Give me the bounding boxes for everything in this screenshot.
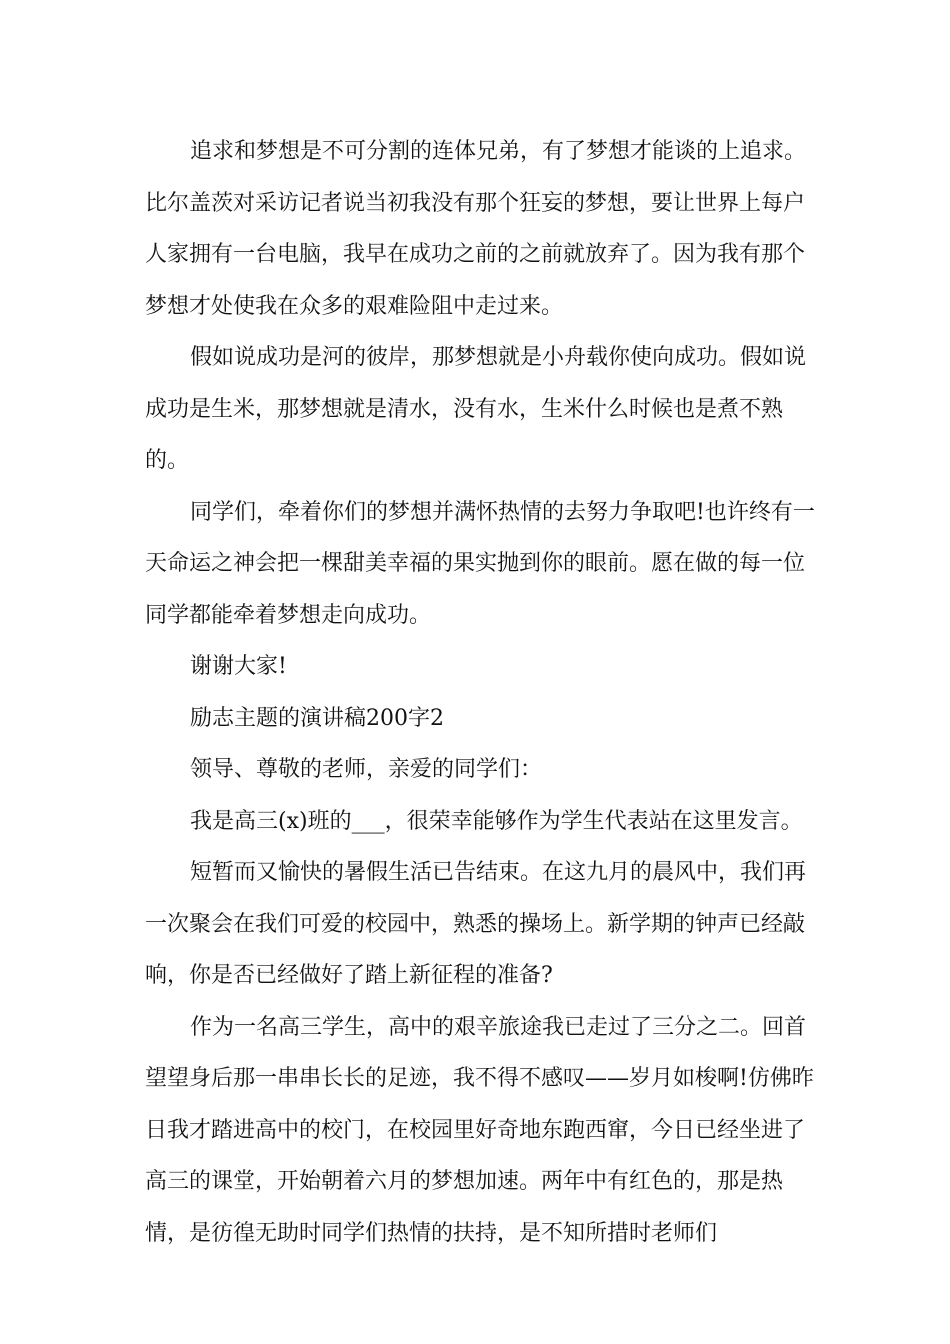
paragraph-salutation: 领导、尊敬的老师，亲爱的同学们： bbox=[190, 757, 543, 782]
paragraph-introduction: 我是高三(x)班的___，很荣幸能够作为学生代表站在这里发言。 bbox=[190, 808, 803, 834]
paragraph-new-semester: 短暂而又愉快的暑假生活已告结束。在这九月的晨风中，我们再一次聚会在我们可爱的校园中，熟悉的操场上。新学期的钟声已经敲响，你是否已经做好了踏上新征程的准备? bbox=[145, 860, 807, 988]
document-body bbox=[145, 126, 815, 1259]
paragraph-success-metaphor: 假如说成功是河的彼岸，那梦想就是小舟载你使向成功。假如说成功是生米，那梦想就是清水，没有水，生米什么时候也是煮不熟的。 bbox=[145, 345, 807, 473]
paragraph-encouragement: 同学们，牵着你们的梦想并满怀热情的去努力争取吧!也许终有一天命运之神会把一棵甜美幸福的果实抛到你的眼前。愿在做的每一位同学都能牵着梦想走向成功。 bbox=[145, 499, 815, 628]
paragraph-dream-pursuit: 追求和梦想是不可分割的连体兄弟，有了梦想才能谈的上追求。比尔盖茨对采访记者说当初我没有那个狂妄的梦想，要让世界上每户人家拥有一台电脑，我早在成功之前的之前就放弃了。因为我有那个梦想才处使我在众多的艰难险阻中走过来。 bbox=[145, 139, 807, 319]
paragraph-thanks: 谢谢大家! bbox=[190, 654, 287, 679]
paragraph-senior-year: 作为一名高三学生，高中的艰辛旅途我已走过了三分之二。回首望望身后那一串串长长的足迹，我不得不感叹——岁月如梭啊!仿佛昨日我才踏进高中的校门，在校园里好奇地东跑西窜，今日已经坐进了高三的课堂，开始朝着六月的梦想加速。两年中有红色的，那是热情，是彷徨无助时同学们热情的扶持，是不知所措时老师们 bbox=[145, 1014, 814, 1246]
section-title: 励志主题的演讲稿200字2 bbox=[190, 705, 444, 731]
